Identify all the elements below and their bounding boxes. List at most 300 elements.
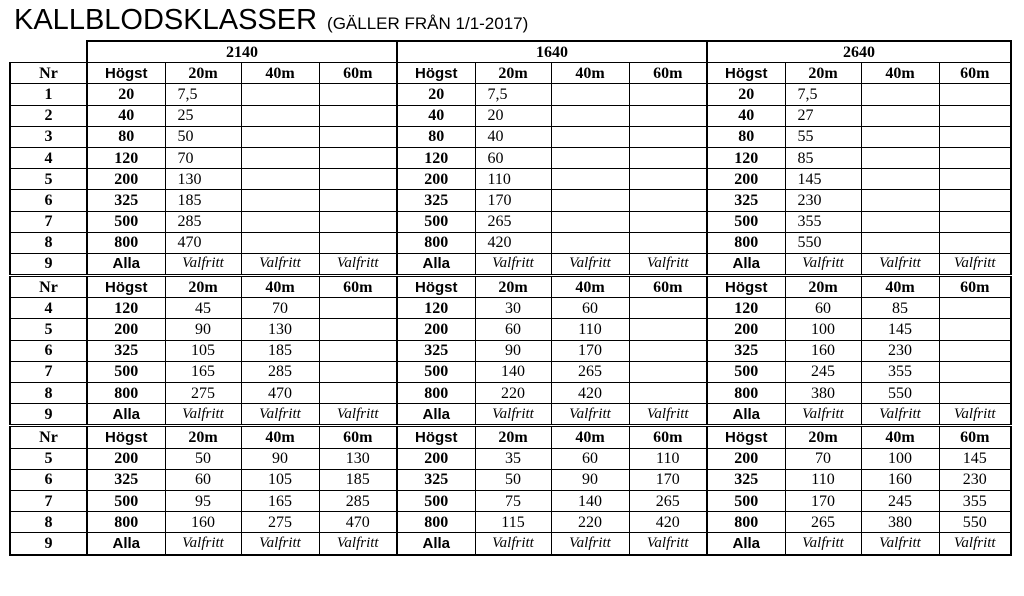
row-number: 5 bbox=[10, 448, 87, 469]
time-cell: 90 bbox=[551, 469, 629, 490]
time-cell: 7,5 bbox=[165, 84, 241, 105]
time-cell: Valfritt bbox=[939, 253, 1011, 275]
max-value-cell: 120 bbox=[87, 147, 165, 168]
column-header: 60m bbox=[939, 426, 1011, 448]
time-cell bbox=[629, 105, 707, 126]
time-cell: 420 bbox=[629, 512, 707, 533]
max-value-cell: 20 bbox=[87, 84, 165, 105]
time-cell: 275 bbox=[165, 383, 241, 404]
max-value-cell: 500 bbox=[707, 211, 785, 232]
time-cell bbox=[319, 361, 397, 382]
time-cell bbox=[319, 232, 397, 253]
time-cell bbox=[551, 105, 629, 126]
time-cell: 145 bbox=[785, 169, 861, 190]
column-header: 60m bbox=[629, 63, 707, 84]
column-header: 60m bbox=[939, 63, 1011, 84]
time-cell bbox=[939, 298, 1011, 319]
time-cell bbox=[319, 383, 397, 404]
time-cell bbox=[241, 190, 319, 211]
time-cell: 265 bbox=[475, 211, 551, 232]
max-value-cell: 500 bbox=[707, 361, 785, 382]
max-value-cell: 40 bbox=[397, 105, 475, 126]
group-header: 2640 bbox=[707, 41, 1011, 63]
column-header: Högst bbox=[707, 426, 785, 448]
max-value-cell: 800 bbox=[87, 512, 165, 533]
column-header-row bbox=[10, 426, 1011, 448]
row-number: 8 bbox=[10, 232, 87, 253]
time-cell: 25 bbox=[165, 105, 241, 126]
row-number: 7 bbox=[10, 490, 87, 511]
time-cell bbox=[629, 319, 707, 340]
time-cell bbox=[551, 84, 629, 105]
max-value-cell: 325 bbox=[397, 469, 475, 490]
table-row bbox=[10, 490, 1011, 511]
table-body bbox=[10, 41, 1011, 555]
time-cell bbox=[861, 105, 939, 126]
max-value-cell: 500 bbox=[87, 211, 165, 232]
time-cell bbox=[319, 169, 397, 190]
max-value-cell: 200 bbox=[707, 319, 785, 340]
time-cell: 355 bbox=[785, 211, 861, 232]
time-cell: 50 bbox=[165, 126, 241, 147]
max-value-cell: 120 bbox=[707, 147, 785, 168]
time-cell: Valfritt bbox=[319, 253, 397, 275]
time-cell: Valfritt bbox=[785, 253, 861, 275]
time-cell bbox=[861, 232, 939, 253]
row-number: 4 bbox=[10, 298, 87, 319]
max-value-cell: 500 bbox=[707, 490, 785, 511]
row-number: 8 bbox=[10, 512, 87, 533]
time-cell: 85 bbox=[861, 298, 939, 319]
column-header: Högst bbox=[397, 426, 475, 448]
group-header: 1640 bbox=[397, 41, 707, 63]
time-cell bbox=[629, 147, 707, 168]
time-cell: Valfritt bbox=[861, 404, 939, 426]
time-cell: 30 bbox=[475, 298, 551, 319]
time-cell bbox=[551, 147, 629, 168]
table-row bbox=[10, 253, 1011, 275]
time-cell: Valfritt bbox=[319, 533, 397, 555]
time-cell: 85 bbox=[785, 147, 861, 168]
time-cell: 265 bbox=[551, 361, 629, 382]
max-value-cell: 40 bbox=[87, 105, 165, 126]
time-cell: 170 bbox=[551, 340, 629, 361]
time-cell: 285 bbox=[241, 361, 319, 382]
column-header-row bbox=[10, 63, 1011, 84]
time-cell: 220 bbox=[475, 383, 551, 404]
max-value-cell: 325 bbox=[707, 340, 785, 361]
time-cell: 230 bbox=[785, 190, 861, 211]
row-number: 2 bbox=[10, 105, 87, 126]
time-cell: Valfritt bbox=[861, 253, 939, 275]
table-row bbox=[10, 469, 1011, 490]
time-cell bbox=[939, 84, 1011, 105]
time-cell: 100 bbox=[861, 448, 939, 469]
time-cell: 70 bbox=[785, 448, 861, 469]
time-cell: Valfritt bbox=[241, 404, 319, 426]
time-cell: 145 bbox=[939, 448, 1011, 469]
time-cell: 265 bbox=[785, 512, 861, 533]
column-header: 20m bbox=[165, 426, 241, 448]
time-cell: 420 bbox=[475, 232, 551, 253]
row-number: 1 bbox=[10, 84, 87, 105]
time-cell bbox=[861, 169, 939, 190]
column-header: 40m bbox=[551, 426, 629, 448]
column-header-nr: Nr bbox=[10, 426, 87, 448]
time-cell bbox=[551, 211, 629, 232]
column-header-nr: Nr bbox=[10, 276, 87, 298]
time-cell bbox=[939, 383, 1011, 404]
time-cell bbox=[319, 211, 397, 232]
time-cell bbox=[241, 232, 319, 253]
time-cell: 230 bbox=[939, 469, 1011, 490]
time-cell: 60 bbox=[475, 319, 551, 340]
time-cell bbox=[319, 147, 397, 168]
time-cell: 220 bbox=[551, 512, 629, 533]
table-row bbox=[10, 126, 1011, 147]
time-cell: Valfritt bbox=[319, 404, 397, 426]
time-cell bbox=[939, 126, 1011, 147]
group-header: 2140 bbox=[87, 41, 397, 63]
time-cell: 470 bbox=[241, 383, 319, 404]
table-row bbox=[10, 383, 1011, 404]
time-cell: 20 bbox=[475, 105, 551, 126]
max-value-cell: 80 bbox=[87, 126, 165, 147]
time-cell bbox=[241, 169, 319, 190]
time-cell bbox=[551, 126, 629, 147]
column-header: Högst bbox=[397, 63, 475, 84]
group-header-row bbox=[10, 41, 1011, 63]
time-cell: 45 bbox=[165, 298, 241, 319]
time-cell: 130 bbox=[241, 319, 319, 340]
row-number: 7 bbox=[10, 361, 87, 382]
time-cell: 160 bbox=[861, 469, 939, 490]
column-header: Högst bbox=[87, 426, 165, 448]
time-cell: 110 bbox=[551, 319, 629, 340]
column-header: 40m bbox=[241, 276, 319, 298]
max-value-cell: 200 bbox=[87, 319, 165, 340]
title-subtitle: (GÄLLER FRÅN 1/1-2017) bbox=[327, 14, 529, 33]
table-row bbox=[10, 211, 1011, 232]
time-cell bbox=[629, 361, 707, 382]
time-cell bbox=[939, 211, 1011, 232]
max-value-cell: Alla bbox=[397, 404, 475, 426]
time-cell: Valfritt bbox=[475, 404, 551, 426]
max-value-cell: 800 bbox=[707, 383, 785, 404]
time-cell: Valfritt bbox=[551, 253, 629, 275]
max-value-cell: 800 bbox=[397, 383, 475, 404]
time-cell: 75 bbox=[475, 490, 551, 511]
column-header: 20m bbox=[165, 63, 241, 84]
max-value-cell: 200 bbox=[87, 169, 165, 190]
time-cell bbox=[319, 298, 397, 319]
time-cell bbox=[629, 169, 707, 190]
time-cell: Valfritt bbox=[241, 253, 319, 275]
max-value-cell: 500 bbox=[397, 361, 475, 382]
row-number: 9 bbox=[10, 404, 87, 426]
column-header: 60m bbox=[939, 276, 1011, 298]
time-cell: 130 bbox=[165, 169, 241, 190]
time-cell: Valfritt bbox=[165, 533, 241, 555]
time-cell bbox=[319, 126, 397, 147]
time-cell: 60 bbox=[551, 298, 629, 319]
max-value-cell: 200 bbox=[397, 169, 475, 190]
column-header: 60m bbox=[319, 63, 397, 84]
row-number: 5 bbox=[10, 319, 87, 340]
page-title bbox=[14, 4, 528, 38]
time-cell bbox=[861, 126, 939, 147]
time-cell: 245 bbox=[861, 490, 939, 511]
time-cell bbox=[319, 105, 397, 126]
time-cell bbox=[939, 105, 1011, 126]
table-row bbox=[10, 169, 1011, 190]
max-value-cell: 200 bbox=[707, 448, 785, 469]
row-number: 6 bbox=[10, 340, 87, 361]
time-cell: 90 bbox=[241, 448, 319, 469]
row-number: 3 bbox=[10, 126, 87, 147]
table-row bbox=[10, 512, 1011, 533]
max-value-cell: Alla bbox=[707, 404, 785, 426]
column-header: 20m bbox=[785, 63, 861, 84]
time-cell: 165 bbox=[241, 490, 319, 511]
time-cell: 285 bbox=[165, 211, 241, 232]
table-row bbox=[10, 232, 1011, 253]
column-header: 40m bbox=[241, 63, 319, 84]
time-cell: Valfritt bbox=[165, 253, 241, 275]
time-cell: 7,5 bbox=[785, 84, 861, 105]
row-number: 6 bbox=[10, 469, 87, 490]
time-cell: 550 bbox=[861, 383, 939, 404]
time-cell: Valfritt bbox=[785, 533, 861, 555]
time-cell: 105 bbox=[241, 469, 319, 490]
time-cell bbox=[629, 126, 707, 147]
max-value-cell: 120 bbox=[707, 298, 785, 319]
column-header: 40m bbox=[551, 276, 629, 298]
time-cell: Valfritt bbox=[861, 533, 939, 555]
max-value-cell: Alla bbox=[397, 533, 475, 555]
time-cell: Valfritt bbox=[785, 404, 861, 426]
time-cell: Valfritt bbox=[475, 253, 551, 275]
column-header: 40m bbox=[861, 276, 939, 298]
column-header-row bbox=[10, 276, 1011, 298]
table-row bbox=[10, 105, 1011, 126]
column-header: 20m bbox=[475, 276, 551, 298]
time-cell: 170 bbox=[785, 490, 861, 511]
time-cell: Valfritt bbox=[629, 404, 707, 426]
time-cell bbox=[629, 298, 707, 319]
time-cell bbox=[319, 319, 397, 340]
time-cell: 380 bbox=[785, 383, 861, 404]
time-cell: Valfritt bbox=[475, 533, 551, 555]
row-number: 9 bbox=[10, 533, 87, 555]
time-cell bbox=[319, 340, 397, 361]
time-cell bbox=[241, 126, 319, 147]
time-cell bbox=[939, 190, 1011, 211]
max-value-cell: 200 bbox=[397, 448, 475, 469]
table-row bbox=[10, 448, 1011, 469]
column-header: Högst bbox=[397, 276, 475, 298]
row-number: 7 bbox=[10, 211, 87, 232]
max-value-cell: Alla bbox=[707, 533, 785, 555]
time-cell: 140 bbox=[475, 361, 551, 382]
row-number: 4 bbox=[10, 147, 87, 168]
time-cell: 55 bbox=[785, 126, 861, 147]
time-cell bbox=[629, 383, 707, 404]
time-cell: 170 bbox=[629, 469, 707, 490]
column-header: 60m bbox=[629, 276, 707, 298]
time-cell bbox=[939, 169, 1011, 190]
max-value-cell: 325 bbox=[707, 190, 785, 211]
time-cell: 90 bbox=[165, 319, 241, 340]
max-value-cell: 40 bbox=[707, 105, 785, 126]
table-row bbox=[10, 361, 1011, 382]
time-cell: 355 bbox=[861, 361, 939, 382]
column-header: 60m bbox=[319, 426, 397, 448]
table-row bbox=[10, 84, 1011, 105]
table-row bbox=[10, 404, 1011, 426]
max-value-cell: Alla bbox=[707, 253, 785, 275]
max-value-cell: 200 bbox=[707, 169, 785, 190]
time-cell: 7,5 bbox=[475, 84, 551, 105]
time-cell: 110 bbox=[629, 448, 707, 469]
max-value-cell: 800 bbox=[87, 383, 165, 404]
column-header: 60m bbox=[319, 276, 397, 298]
max-value-cell: 325 bbox=[397, 190, 475, 211]
max-value-cell: 800 bbox=[707, 232, 785, 253]
time-cell: 130 bbox=[319, 448, 397, 469]
max-value-cell: 200 bbox=[87, 448, 165, 469]
time-cell: 420 bbox=[551, 383, 629, 404]
max-value-cell: 120 bbox=[87, 298, 165, 319]
time-cell: 550 bbox=[939, 512, 1011, 533]
time-cell bbox=[629, 340, 707, 361]
time-cell: 110 bbox=[475, 169, 551, 190]
max-value-cell: 500 bbox=[397, 211, 475, 232]
time-cell: 160 bbox=[785, 340, 861, 361]
max-value-cell: Alla bbox=[87, 253, 165, 275]
time-cell bbox=[629, 211, 707, 232]
time-cell: Valfritt bbox=[939, 404, 1011, 426]
max-value-cell: Alla bbox=[397, 253, 475, 275]
time-cell: 115 bbox=[475, 512, 551, 533]
max-value-cell: 500 bbox=[87, 490, 165, 511]
max-value-cell: 325 bbox=[87, 190, 165, 211]
time-cell: Valfritt bbox=[629, 253, 707, 275]
column-header: 20m bbox=[785, 276, 861, 298]
column-header: Högst bbox=[707, 63, 785, 84]
time-cell: 355 bbox=[939, 490, 1011, 511]
table-row bbox=[10, 298, 1011, 319]
column-header: 20m bbox=[785, 426, 861, 448]
time-cell: 50 bbox=[165, 448, 241, 469]
time-cell: 380 bbox=[861, 512, 939, 533]
time-cell: 185 bbox=[241, 340, 319, 361]
time-cell bbox=[861, 211, 939, 232]
max-value-cell: 120 bbox=[397, 298, 475, 319]
row-number: 8 bbox=[10, 383, 87, 404]
column-header: 40m bbox=[241, 426, 319, 448]
time-cell: 60 bbox=[475, 147, 551, 168]
time-cell bbox=[241, 211, 319, 232]
time-cell bbox=[629, 190, 707, 211]
max-value-cell: 800 bbox=[87, 232, 165, 253]
max-value-cell: 800 bbox=[707, 512, 785, 533]
row-number: 6 bbox=[10, 190, 87, 211]
time-cell bbox=[241, 105, 319, 126]
corner-cell bbox=[10, 41, 87, 63]
time-cell bbox=[939, 319, 1011, 340]
time-cell bbox=[241, 147, 319, 168]
time-cell bbox=[629, 84, 707, 105]
table-row bbox=[10, 147, 1011, 168]
time-cell: 60 bbox=[785, 298, 861, 319]
time-cell: 50 bbox=[475, 469, 551, 490]
classes-table bbox=[9, 40, 1012, 556]
time-cell: 160 bbox=[165, 512, 241, 533]
time-cell: 265 bbox=[629, 490, 707, 511]
row-number: 5 bbox=[10, 169, 87, 190]
time-cell: 95 bbox=[165, 490, 241, 511]
column-header: 20m bbox=[165, 276, 241, 298]
time-cell: 100 bbox=[785, 319, 861, 340]
time-cell: 70 bbox=[165, 147, 241, 168]
time-cell: 35 bbox=[475, 448, 551, 469]
max-value-cell: Alla bbox=[87, 404, 165, 426]
time-cell: 550 bbox=[785, 232, 861, 253]
table-row bbox=[10, 533, 1011, 555]
time-cell bbox=[861, 84, 939, 105]
time-cell: 470 bbox=[319, 512, 397, 533]
time-cell: Valfritt bbox=[241, 533, 319, 555]
time-cell: 165 bbox=[165, 361, 241, 382]
table-row bbox=[10, 340, 1011, 361]
time-cell: Valfritt bbox=[629, 533, 707, 555]
time-cell bbox=[551, 190, 629, 211]
time-cell: 470 bbox=[165, 232, 241, 253]
column-header: 60m bbox=[629, 426, 707, 448]
column-header: 20m bbox=[475, 426, 551, 448]
max-value-cell: 325 bbox=[87, 469, 165, 490]
time-cell: 140 bbox=[551, 490, 629, 511]
column-header: 20m bbox=[475, 63, 551, 84]
row-number: 9 bbox=[10, 253, 87, 275]
time-cell: 90 bbox=[475, 340, 551, 361]
time-cell: 145 bbox=[861, 319, 939, 340]
time-cell bbox=[551, 169, 629, 190]
time-cell bbox=[629, 232, 707, 253]
max-value-cell: 325 bbox=[397, 340, 475, 361]
time-cell bbox=[861, 147, 939, 168]
max-value-cell: 325 bbox=[87, 340, 165, 361]
time-cell: 105 bbox=[165, 340, 241, 361]
table-row bbox=[10, 319, 1011, 340]
time-cell bbox=[939, 147, 1011, 168]
max-value-cell: 800 bbox=[397, 232, 475, 253]
title-main: KALLBLODSKLASSER bbox=[14, 4, 318, 36]
time-cell: 70 bbox=[241, 298, 319, 319]
max-value-cell: 80 bbox=[397, 126, 475, 147]
time-cell: Valfritt bbox=[551, 533, 629, 555]
max-value-cell: 120 bbox=[397, 147, 475, 168]
time-cell: 60 bbox=[551, 448, 629, 469]
time-cell bbox=[861, 190, 939, 211]
time-cell: 230 bbox=[861, 340, 939, 361]
max-value-cell: 20 bbox=[707, 84, 785, 105]
time-cell: 245 bbox=[785, 361, 861, 382]
column-header: Högst bbox=[87, 276, 165, 298]
time-cell: 185 bbox=[319, 469, 397, 490]
column-header: 40m bbox=[861, 426, 939, 448]
